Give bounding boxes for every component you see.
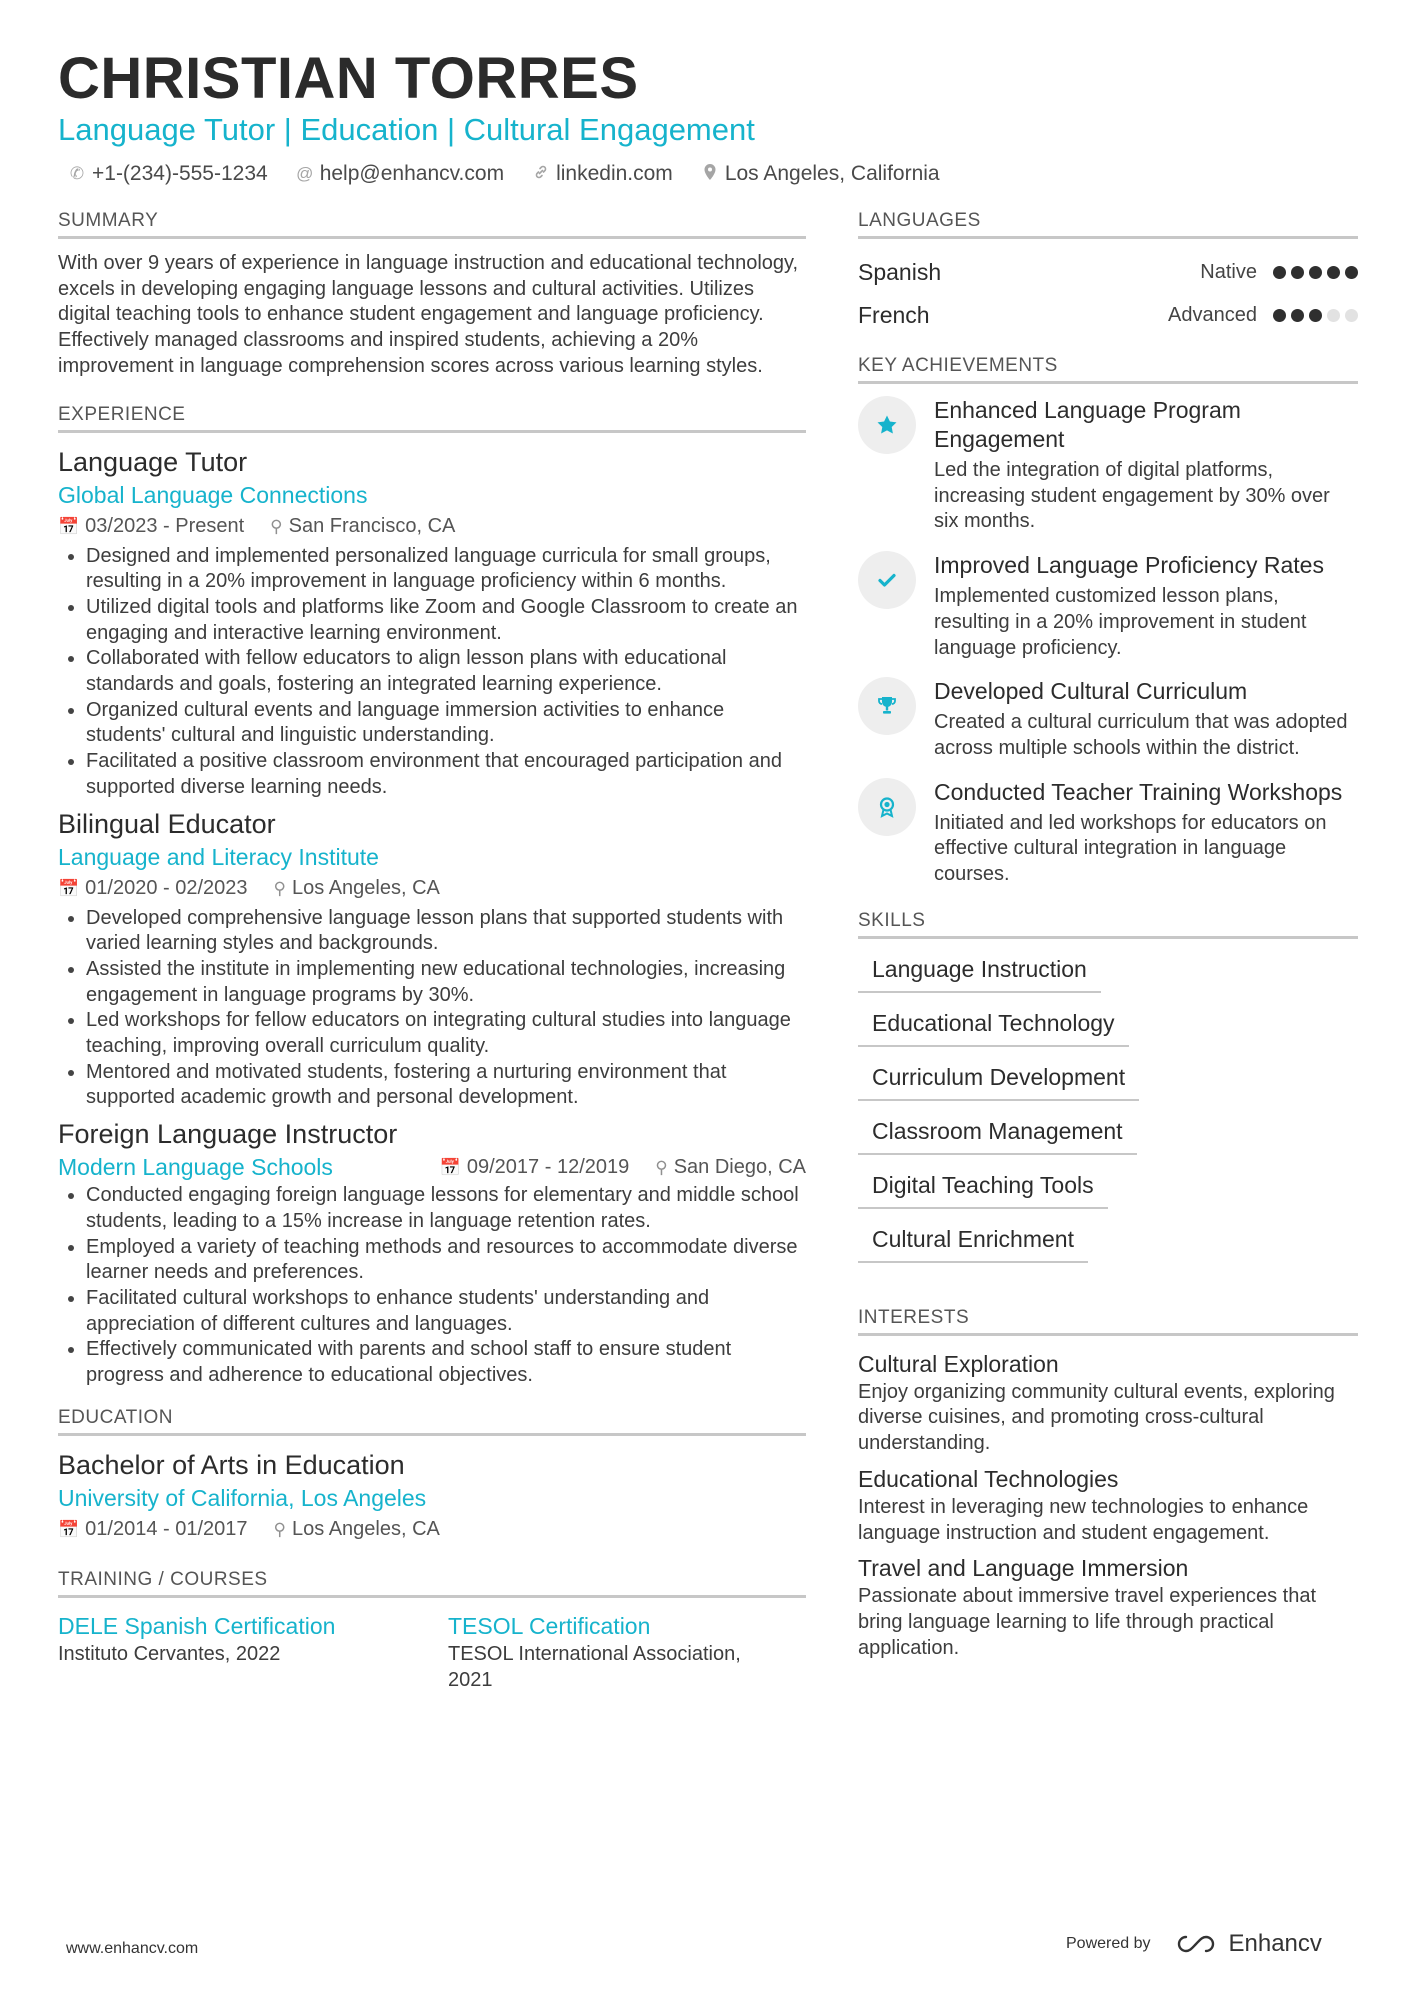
section-title-training: TRAINING / COURSES: [58, 1569, 806, 1598]
job-bullet: • Conducted engaging foreign language lessons for elementary and middle school students, leading to a 15% increase in language retention rates.: [86, 1183, 806, 1234]
interest-desc: Passionate about immersive travel experiences that bring language learning to life through practical application.: [858, 1585, 1317, 1659]
achievement-title: Improved Language Proficiency Rates: [934, 552, 1324, 579]
right-column: [858, 210, 1358, 1685]
job-bullet: • Mentored and motivated students, fostering a nurturing environment that supported academic growth and personal development.: [86, 1060, 806, 1111]
achievement-body: [934, 396, 1358, 535]
section-title-education: EDUCATION: [58, 1407, 806, 1436]
left-column: [58, 210, 806, 1717]
enhancv-logo-text: Enhancv: [1228, 1930, 1322, 1957]
language-proficiency: [1200, 261, 1358, 284]
training-name: TESOL Certification: [448, 1612, 651, 1639]
language-row: [858, 251, 1358, 294]
education-dates: 01/2014 - 01/2017: [85, 1517, 248, 1540]
skills-section: [858, 910, 1358, 1263]
job-bullets: [58, 1183, 806, 1389]
training-section: [58, 1569, 806, 1693]
candidate-tagline: Language Tutor | Education | Cultural Engagement: [58, 112, 755, 147]
education-location: Los Angeles, CA: [292, 1517, 440, 1540]
enhancv-logo-icon: [1173, 1933, 1219, 1955]
calendar-icon: 📅: [58, 516, 80, 536]
link-icon: [532, 164, 550, 185]
contact-linkedin[interactable]: [532, 162, 673, 186]
location-icon: ⚲: [270, 516, 283, 536]
rating-dot-filled: [1273, 266, 1286, 279]
languages-section: [858, 210, 1358, 337]
language-level: Advanced: [1168, 304, 1257, 326]
section-title-summary: SUMMARY: [58, 210, 806, 239]
job-dates: 01/2020 - 02/2023: [85, 876, 248, 899]
job-company: Global Language Connections: [58, 481, 368, 508]
job-bullets: [58, 544, 806, 801]
skills-list: [858, 951, 1358, 1263]
job-bullet: • Organized cultural events and language immersion activities to enhance students' cultural and linguistic understanding.: [86, 698, 806, 749]
rating-dot-filled: [1327, 266, 1340, 279]
job-bullets: [58, 906, 806, 1112]
interests-section: [858, 1307, 1358, 1662]
job-dates: 03/2023 - Present: [85, 514, 245, 537]
phone-icon: ✆: [69, 164, 85, 183]
skill-tag: Classroom Management: [858, 1117, 1137, 1155]
training-item: [58, 1610, 448, 1693]
job-meta: [58, 873, 806, 904]
training-list: [58, 1610, 806, 1693]
contact-email[interactable]: [296, 162, 504, 186]
job-meta: [58, 511, 806, 542]
location-icon: ⚲: [655, 1157, 668, 1177]
language-row: [858, 294, 1358, 337]
achievement-title: Developed Cultural Curriculum: [934, 678, 1248, 705]
contact-location: [701, 162, 940, 186]
skill-tag: Digital Teaching Tools: [858, 1171, 1108, 1209]
language-rating: [1273, 266, 1358, 279]
check-icon: [858, 551, 916, 609]
skill-tag: Language Instruction: [858, 955, 1101, 993]
language-level: Native: [1200, 261, 1257, 283]
section-title-skills: SKILLS: [858, 910, 1358, 939]
training-item: [448, 1610, 788, 1693]
location-icon: [701, 163, 719, 186]
achievement-desc: Led the integration of digital platforms, increasing student engagement by 30% over six months.: [934, 459, 1330, 533]
summary-section: [58, 210, 806, 380]
candidate-name: CHRISTIAN TORRES: [58, 46, 639, 111]
education-section: [58, 1407, 806, 1545]
job-bullet: • Led workshops for fellow educators on integrating cultural studies into language teaching, improving overall curriculum quality.: [86, 1008, 806, 1059]
location-icon: ⚲: [273, 878, 286, 898]
calendar-icon: 📅: [58, 878, 80, 898]
achievement-title: Conducted Teacher Training Workshops: [934, 778, 1343, 805]
job-location: San Francisco, CA: [288, 514, 456, 537]
rating-dot-empty: [1345, 309, 1358, 322]
rating-dot-empty: [1327, 309, 1340, 322]
contact-location-text: Los Angeles, California: [724, 162, 940, 185]
education-degree: Bachelor of Arts in Education: [58, 1449, 405, 1480]
achievement-item: [858, 551, 1358, 661]
language-rating: [1273, 309, 1358, 322]
skill-tag: Curriculum Development: [858, 1063, 1139, 1101]
job-location: San Diego, CA: [673, 1155, 806, 1178]
rating-dot-filled: [1345, 266, 1358, 279]
rating-dot-filled: [1273, 309, 1286, 322]
language-name: French: [858, 302, 930, 328]
powered-by-label: Powered by: [1066, 1935, 1151, 1952]
location-icon: ⚲: [273, 1519, 286, 1539]
at-icon: @: [296, 164, 314, 183]
achievements-section: [858, 355, 1358, 888]
job-bullet: • Collaborated with fellow educators to align lesson plans with educational standards and goals, fostering an integrated learning experience.: [86, 646, 806, 697]
achievement-item: [858, 677, 1358, 761]
experience-section: [58, 404, 806, 1389]
achievement-body: [934, 551, 1358, 661]
footer-brand: [1066, 1930, 1322, 1958]
job-location: Los Angeles, CA: [292, 876, 440, 899]
training-name: DELE Spanish Certification: [58, 1612, 336, 1639]
achievement-desc: Initiated and led workshops for educators on effective cultural integration in language courses.: [934, 811, 1327, 886]
training-detail: Instituto Cervantes, 2022: [58, 1642, 281, 1665]
job-bullet: • Designed and implemented personalized language curricula for small groups, resulting in a 20% improvement in language proficiency within 6 months.: [86, 544, 806, 595]
achievement-desc: Implemented customized lesson plans, resulting in a 20% improvement in student language proficiency.: [934, 585, 1307, 659]
rating-dot-filled: [1309, 266, 1322, 279]
skill-tag: Cultural Enrichment: [858, 1225, 1088, 1263]
job-entry: [58, 1117, 806, 1389]
job-role: Foreign Language Instructor: [58, 1119, 398, 1150]
rating-dot-filled: [1291, 309, 1304, 322]
section-title-experience: EXPERIENCE: [58, 404, 806, 433]
interest-title: Cultural Exploration: [858, 1350, 1059, 1377]
interest-desc: Enjoy organizing community cultural events, exploring diverse cuisines, and promoting cross-cultural understanding.: [858, 1380, 1335, 1455]
training-detail: TESOL International Association, 2021: [448, 1642, 741, 1691]
job-entry: [58, 807, 806, 1112]
job-bullet: • Developed comprehensive language lesson plans that supported students with varied learning styles and backgrounds.: [86, 906, 806, 957]
job-company: Language and Literacy Institute: [58, 843, 379, 870]
job-role: Bilingual Educator: [58, 808, 276, 839]
achievement-body: [934, 677, 1358, 761]
job-entry: [58, 445, 806, 801]
summary-text: With over 9 years of experience in language instruction and educational technology, excels in developing engaging language lessons and cultural activities. Utilizes digital teaching tools to enhance student engagement and language proficiency. Effectively managed classrooms and inspired students, achieving a 20% improvement in language comprehension scores across various learning styles.: [58, 252, 799, 377]
job-bullet: • Effectively communicated with parents and school staff to ensure student progress and adherence to educational objectives.: [86, 1337, 806, 1388]
job-bullet: • Assisted the institute in implementing new educational technologies, increasing engagement in language programs by 30%.: [86, 957, 806, 1008]
calendar-icon: 📅: [439, 1157, 461, 1177]
job-bullet: • Employed a variety of teaching methods and resources to accommodate diverse learner needs and preferences.: [86, 1235, 806, 1286]
language-proficiency: [1168, 304, 1358, 327]
education-meta: [58, 1514, 806, 1545]
achievement-desc: Created a cultural curriculum that was adopted across multiple schools within the district.: [934, 711, 1348, 759]
job-meta: [440, 1152, 806, 1183]
skill-tag: Educational Technology: [858, 1009, 1129, 1047]
job-bullet: • Facilitated a positive classroom environment that encouraged participation and supported diverse learning needs.: [86, 749, 806, 800]
award-icon: [858, 778, 916, 836]
interest-desc: Interest in leveraging new technologies to enhance language instruction and student engagement.: [858, 1495, 1309, 1544]
job-bullet: • Utilized digital tools and platforms like Zoom and Google Classroom to create an engaging and interactive learning environment.: [86, 595, 806, 646]
section-title-languages: LANGUAGES: [858, 210, 1358, 239]
section-title-interests: INTERESTS: [858, 1307, 1358, 1336]
interest-title: Educational Technologies: [858, 1465, 1119, 1492]
achievement-title: Enhanced Language Program Engagement: [934, 397, 1241, 452]
job-company-row: [58, 1151, 806, 1183]
enhancv-logo[interactable]: [1173, 1930, 1322, 1958]
job-dates: 09/2017 - 12/2019: [466, 1155, 630, 1178]
job-company: Modern Language Schools: [58, 1154, 333, 1181]
footer-website[interactable]: www.enhancv.com: [66, 1940, 199, 1957]
calendar-icon: 📅: [58, 1519, 80, 1539]
language-name: Spanish: [858, 259, 942, 285]
interest-title: Travel and Language Immersion: [858, 1555, 1189, 1582]
contact-email-text[interactable]: help@enhancv.com: [319, 162, 505, 185]
job-bullet: • Facilitated cultural workshops to enhance students' understanding and appreciation of different cultures and languages.: [86, 1286, 806, 1337]
contact-bar: [68, 162, 940, 186]
achievement-item: [858, 396, 1358, 535]
contact-phone: [68, 162, 268, 186]
rating-dot-filled: [1309, 309, 1322, 322]
achievement-body: [934, 778, 1358, 888]
contact-linkedin-text[interactable]: linkedin.com: [556, 162, 673, 185]
contact-phone-text: +1-(234)-555-1234: [92, 162, 268, 185]
rating-dot-filled: [1291, 266, 1304, 279]
achievement-item: [858, 778, 1358, 888]
star-icon: [858, 396, 916, 454]
trophy-icon: [858, 677, 916, 735]
section-title-achievements: KEY ACHIEVEMENTS: [858, 355, 1358, 384]
job-role: Language Tutor: [58, 446, 248, 477]
education-school: University of California, Los Angeles: [58, 1484, 427, 1511]
